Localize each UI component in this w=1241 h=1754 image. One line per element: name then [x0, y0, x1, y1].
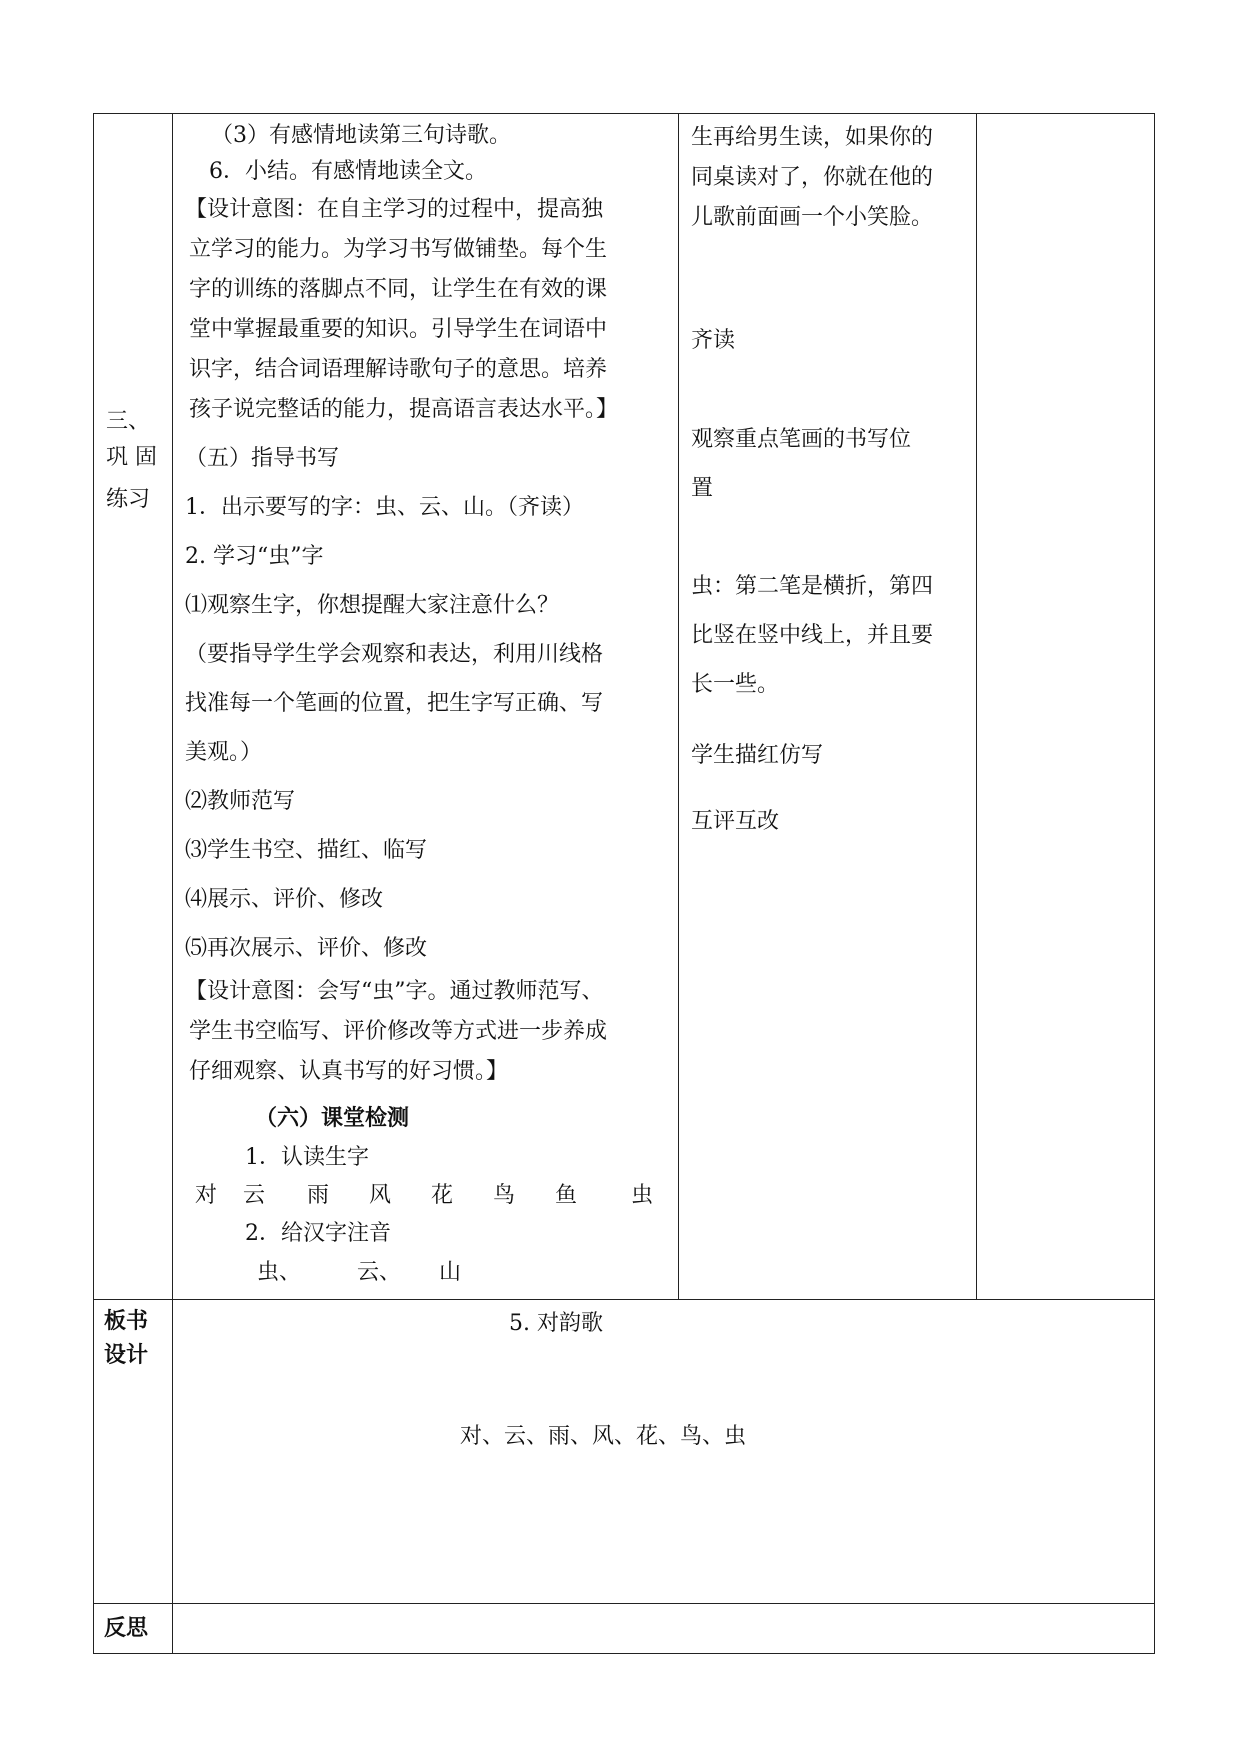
content-line: 美观。）: [185, 740, 263, 765]
char: 风: [369, 1183, 392, 1208]
student-line: 置: [691, 476, 714, 501]
section-label-cell: [94, 114, 173, 1300]
char: 鱼: [555, 1183, 578, 1208]
design-intent-line: 立学习的能力。为学习书写做铺垫。每个生: [189, 237, 608, 262]
content-line: ⑸再次展示、评价、修改: [185, 936, 428, 961]
design-intent-line: 仔细观察、认真书写的好习惯。】: [189, 1059, 509, 1084]
board-label-cell: [94, 1300, 173, 1604]
section-label-line: 巩 固: [106, 445, 157, 470]
char: 鸟: [493, 1183, 516, 1208]
student-line: 儿歌前面画一个小笑脸。: [691, 205, 934, 230]
section-label-line: 三、: [106, 409, 151, 434]
content-line: ⑷展示、评价、修改: [185, 887, 384, 912]
design-intent-line: 【设计意图：会写“虫”字。通过教师范写、: [185, 979, 604, 1004]
section-label-line: 练习: [106, 487, 151, 512]
student-line: 齐读: [691, 328, 736, 353]
reflection-label-cell: [94, 1603, 173, 1653]
design-intent-line: 孩子说完整话的能力，提高语言表达水平。】: [189, 397, 619, 422]
reflection-cell: [173, 1603, 1155, 1653]
student-line: 互评互改: [691, 809, 780, 834]
char: 虫: [631, 1183, 654, 1208]
student-activity-cell: [679, 114, 977, 1300]
board-label-line: 板书: [104, 1308, 149, 1335]
design-intent-line: 堂中掌握最重要的知识。引导学生在词语中: [189, 317, 608, 342]
student-line: 观察重点笔画的书写位: [691, 427, 912, 452]
char: 雨: [307, 1183, 330, 1208]
content-line: 2. 学习“虫”字: [185, 544, 324, 569]
char: 云、: [357, 1260, 402, 1285]
notes-cell: [977, 114, 1155, 1300]
pinyin-chars-row: [257, 1259, 461, 1287]
teaching-content-cell: [173, 114, 679, 1300]
design-intent-line: 识字，结合词语理解诗歌句子的意思。培养: [189, 357, 608, 382]
content-line: 找准每一个笔画的位置，把生字写正确、写: [185, 691, 604, 716]
student-line: 虫：第二笔是横折，第四: [691, 574, 934, 599]
board-title: 5. 对韵歌: [509, 1311, 603, 1337]
design-intent-line: 【设计意图：在自主学习的过程中，提高独: [185, 197, 604, 222]
content-line: 1．认读生字: [245, 1145, 369, 1170]
content-line: 2．给汉字注音: [245, 1221, 391, 1246]
char: 虫、: [257, 1260, 302, 1285]
board-chars: 对、云、雨、风、花、鸟、虫: [460, 1424, 747, 1450]
student-line: 长一些。: [691, 672, 780, 697]
section-heading: （五）指导书写: [185, 446, 340, 471]
board-design-cell: [173, 1300, 1155, 1604]
student-line: 生再给男生读，如果你的: [691, 125, 934, 150]
board-label-line: 设计: [104, 1342, 149, 1369]
content-line: 6．小结。有感情地读全文。: [209, 159, 487, 184]
student-line: 比竖在竖中线上，并且要: [691, 623, 934, 648]
reflection-label: 反思: [104, 1614, 149, 1641]
char: 对: [195, 1183, 218, 1208]
design-intent-line: 学生书空临写、评价修改等方式进一步养成: [189, 1019, 608, 1044]
char: 云: [243, 1183, 266, 1208]
recognize-chars-row: [195, 1182, 653, 1210]
content-line: ⑴观察生字，你想提醒大家注意什么？: [185, 593, 560, 618]
content-line: ⑶学生书空、描红、临写: [185, 838, 428, 863]
char: 山: [439, 1260, 462, 1285]
lesson-plan-table: [93, 113, 1155, 1654]
section-heading: （六）课堂检测: [255, 1105, 410, 1131]
student-line: 同桌读对了，你就在他的: [691, 165, 934, 190]
content-line: （要指导学生学会观察和表达，利用川线格: [185, 642, 604, 667]
char: 花: [431, 1183, 454, 1208]
content-line: ⑵教师范写: [185, 789, 296, 814]
design-intent-line: 字的训练的落脚点不同，让学生在有效的课: [189, 277, 608, 302]
student-line: 学生描红仿写: [691, 743, 824, 768]
content-line: 1．出示要写的字：虫、云、山。（齐读）: [185, 495, 584, 520]
content-line: （3）有感情地读第三句诗歌。: [211, 123, 511, 148]
